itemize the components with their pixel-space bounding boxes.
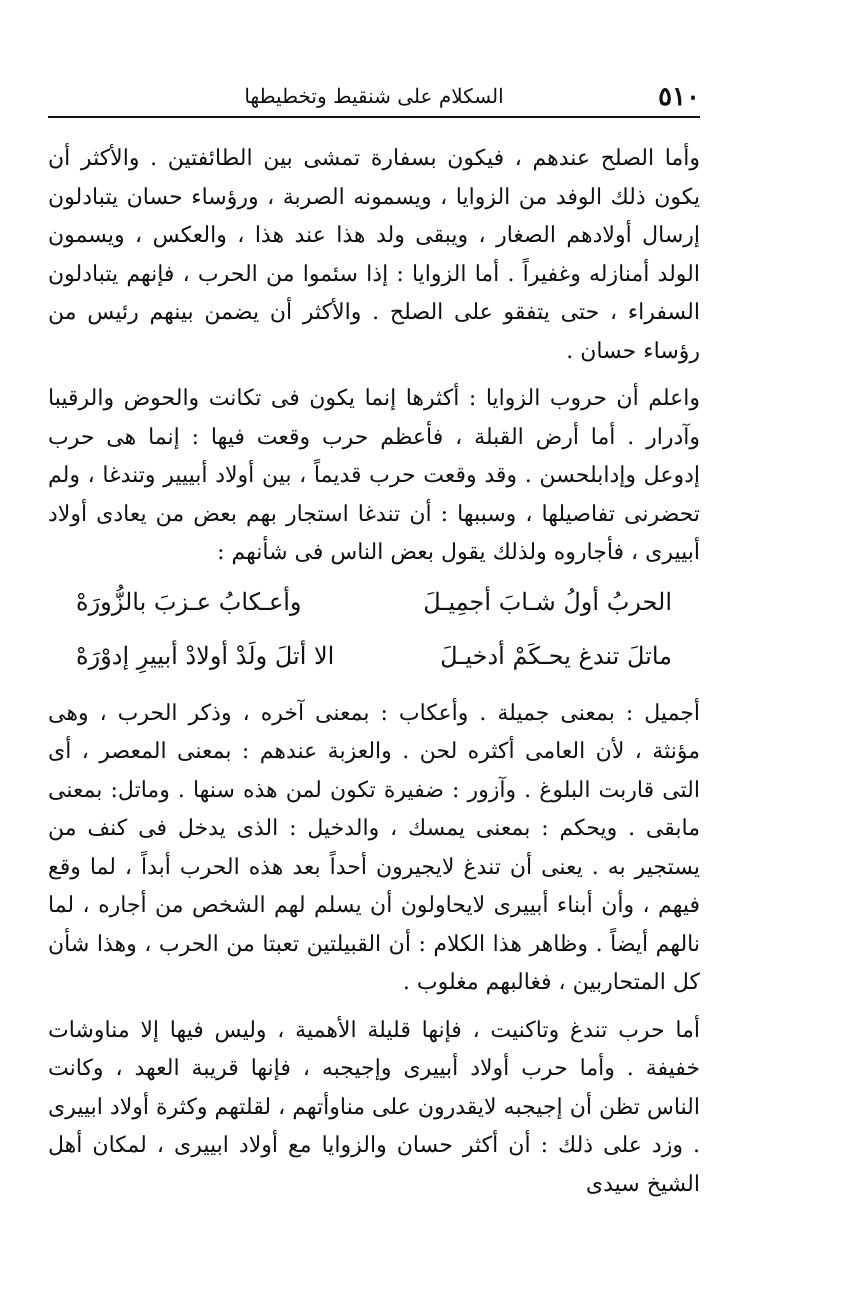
verse-hemistich: الا أتلَ ولَدْ أولادْ أبييرِ إدوْرَهْ xyxy=(76,641,335,670)
verse-line xyxy=(48,629,700,683)
paragraph-tandagh-war: أما حرب تندغ وتاكنيت ، فإنها قليلة الأهمية ، وليس فيها إلا مناوشات خفيفة . وأما حرب أولاد أبييرى وإجيجبه ، فإنها قريبة العهد ، وكانت الناس تظن أن إجيجبه لايقدرون على مناوأتهم ، لقلتهم وكثرة أولاد ابييرى . وزد على ذلك : أن أكثر حسان والزوايا مع أولاد ابييرى ، لمكان أهل الشيخ سيدى xyxy=(48,1017,700,1197)
page-header xyxy=(48,80,700,118)
poem-verses xyxy=(48,575,700,683)
paragraph-peace: وأما الصلح عندهم ، فيكون بسفارة تمشى بين الطائفتين . والأكثر أن يكون ذلك الوفد من الزوايا ، ويسمونه الصربة ، ورؤساء حسان يتبادلون إرسال أولادهم الصغار ، ويبقى ولد هذا عند هذا ، والعكس ، ويسمون الولد أمنازله وغفيراً . أما الزوايا : إذا سئموا من الحرب ، فإنهم يتبادلون السفراء ، حتى يتفقو على الصلح . والأكثر أن يضمن بينهم رئيس من رؤساء حسان . xyxy=(48,146,700,364)
page-number: ٥١٠ xyxy=(658,82,700,112)
verse-hemistich: وأعـكابُ عـزبَ بالزُّورَهْ xyxy=(76,587,302,616)
verse-hemistich: ماتلَ تندغ يحـكَمْ أدخيـلَ xyxy=(440,641,672,670)
paragraph-glossary: أجميل : بمعنى جميلة . وأعكاب : بمعنى آخره ، وذكر الحرب ، وهى مؤنثة ، لأن العامى أكثره لحن . والعزبة عندهم : بمعنى المعصر ، أى التى قاربت البلوغ . وآزور : ضفيرة تكون لمن هذه سنها . وماتل: بمعنى مابقى . ويحكم : بمعنى يمسك ، والدخيل : الذى يدخل فى كنف من يستجير به . يعنى أن تندغ لايجيرون أحداً بعد هذه الحرب أبداً ، لما وقع فيهم ، وأن أبناء أبييرى لايحاولون أن يسلم لهم الشخص من أجاره ، لما نالهم أيضاً . وظاهر هذا الكلام : أن القبيلتين تعبتا من الحرب ، وهذا شأن كل المتحاربين ، فغالبهم مغلوب . xyxy=(48,700,700,995)
running-title: السكلام على شنقيط وتخطيطها xyxy=(244,84,504,108)
verse-hemistich: الحربُ أولُ شـابَ أجمِيـلَ xyxy=(423,587,672,616)
body-text xyxy=(48,140,700,1204)
verse-line xyxy=(48,575,700,629)
paragraph-wars: واعلم أن حروب الزوايا : أكثرها إنما يكون فى تكانت والحوض والرقيبا وآدرار . أما أرض القبلة ، فأعظم حرب وقعت فيها : إنما هى حرب إدوعل وإدابلحسن . وقد وقعت حرب قديماً ، بين أولاد أبييير وتندغا ، ولم تحضرنى تفاصيلها ، وسببها : أن تندغا استجار بهم بعض من يعادى أولاد أبييرى ، فأجاروه ولذلك يقول بعض الناس فى شأنهم : xyxy=(48,386,700,565)
